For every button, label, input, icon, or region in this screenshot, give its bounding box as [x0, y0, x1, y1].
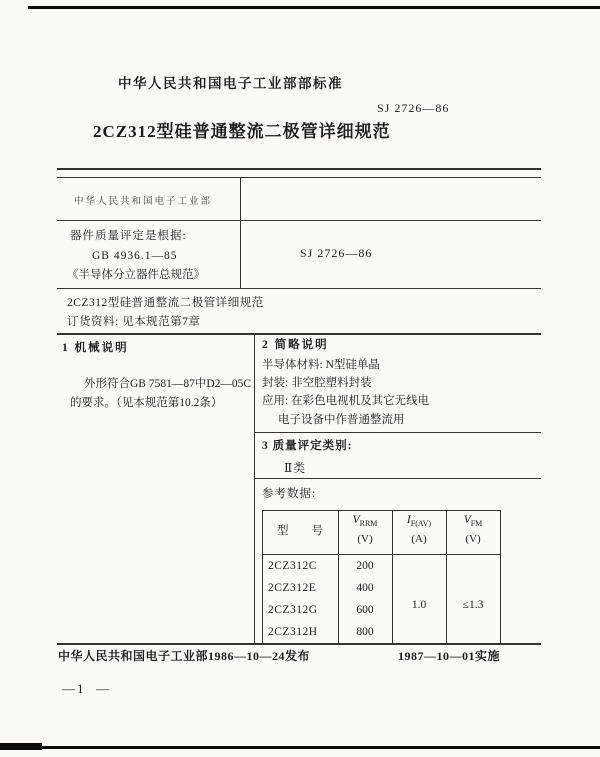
- section2-package: 封装: 非空腔塑料封装: [262, 377, 372, 389]
- table-header-vfm-unit: (V): [465, 533, 481, 545]
- table-divider-col3: [446, 510, 447, 643]
- ifav-symbol: I: [406, 514, 411, 526]
- rule-info-row2: [57, 288, 541, 289]
- info-ordering: 订货资料: 见本规范第7章: [67, 316, 201, 328]
- vfm-symbol: V: [463, 514, 471, 526]
- vfm-subscript: FM: [470, 519, 483, 528]
- info-spec-title: 2CZ312型硅普通整流二极管详细规范: [67, 297, 264, 309]
- table-row-model-3: 2CZ312H: [268, 626, 318, 638]
- vrrm-subscript: RRM: [359, 519, 378, 528]
- footer-implement-notice: 1987—10—01实施: [398, 649, 501, 663]
- table-row-vrrm-0: 200: [356, 560, 374, 572]
- quality-basis-code: GB 4936.1—85: [92, 250, 178, 262]
- table-header-vfm: [446, 513, 500, 529]
- divider-info-block: [240, 177, 241, 288]
- table-divider-col1: [338, 510, 339, 643]
- table-row-vrrm-3: 800: [356, 626, 374, 638]
- rule-info-row1: [57, 220, 541, 221]
- table-header-ifav: [392, 513, 446, 529]
- table-row-model-0: 2CZ312C: [268, 560, 317, 572]
- rule-info-row3: [57, 333, 541, 335]
- rule-section2-bottom: [254, 432, 541, 433]
- section2-material: 半导体材料: N型硅单晶: [262, 359, 380, 371]
- rule-footer: [57, 643, 541, 645]
- table-border-top: [262, 510, 500, 511]
- info-standard-number: SJ 2726—86: [300, 246, 373, 260]
- section1-body-line2: 的要求。（见本规范第10.2条）: [70, 397, 223, 409]
- rule-title-bottom: [57, 177, 541, 178]
- section1-body-line1: 外形符合GB 7581—87中D2—05C: [84, 378, 252, 390]
- vrrm-symbol: V: [352, 514, 360, 526]
- section2-heading: 2 简略说明: [262, 339, 329, 351]
- header-org-standard: 中华人民共和国电子工业部部标准: [118, 76, 343, 91]
- table-header-vrrm-unit: (V): [357, 533, 373, 545]
- page-number: —1 —: [62, 681, 111, 696]
- divider-main-columns: [254, 333, 255, 643]
- table-header-ifav-unit: (A): [411, 533, 427, 545]
- reference-data-label: 参考数据:: [262, 488, 317, 500]
- section1-heading: 1 机械说明: [62, 342, 129, 354]
- header-standard-number: SJ 2726—86: [377, 101, 450, 115]
- section3-quality-class: Ⅱ类: [284, 461, 307, 475]
- table-divider-col2: [392, 510, 393, 643]
- quality-basis-label: 器件质量评定是根据:: [70, 230, 187, 242]
- table-merged-ifav-value: 1.0: [411, 599, 427, 611]
- scan-edge-bottom: [0, 746, 600, 749]
- info-org: 中华人民共和国电子工业部: [74, 197, 213, 207]
- ifav-subscript: F(AV): [410, 519, 432, 528]
- table-row-vrrm-2: 600: [356, 604, 374, 616]
- table-merged-vfm-value: ≤1.3: [462, 599, 484, 611]
- quality-basis-title: 《半导体分立器件总规范》: [67, 269, 205, 281]
- table-header-model: 型 号: [277, 525, 323, 537]
- footer-publish-notice: 中华人民共和国电子工业部1986—10—24发布: [58, 649, 311, 663]
- section2-application-line1: 应用: 在彩色电视机及其它无线电: [262, 395, 430, 407]
- section3-heading: 3 质量评定类别:: [262, 440, 353, 452]
- document-title: 2CZ312型硅普通整流二极管详细规范: [93, 122, 391, 141]
- rule-title-top: [57, 168, 541, 170]
- table-header-vrrm: [338, 513, 392, 529]
- table-row-vrrm-1: 400: [356, 582, 374, 594]
- table-header-underline: [262, 554, 500, 555]
- table-border-right: [500, 510, 501, 643]
- rule-section3-bottom: [254, 478, 541, 479]
- table-row-model-1: 2CZ312E: [268, 582, 317, 594]
- table-row-model-2: 2CZ312G: [268, 604, 318, 616]
- scan-edge-top: [28, 6, 600, 9]
- section2-application-line2: 电子设备中作普通整流用: [278, 414, 405, 426]
